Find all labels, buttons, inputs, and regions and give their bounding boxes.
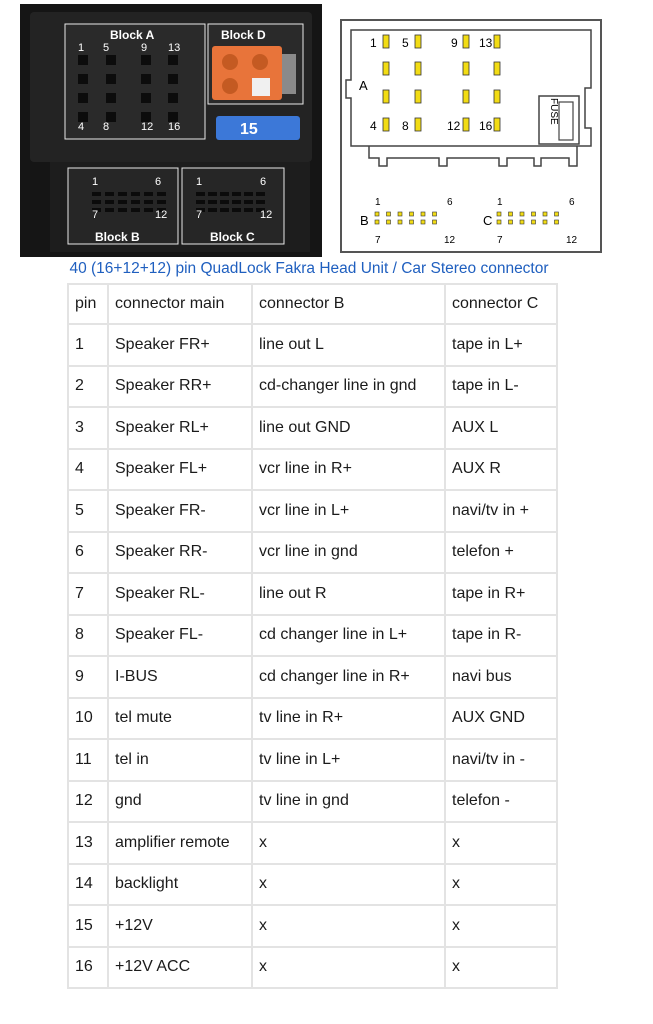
cell-connector-b: line out L <box>252 324 445 366</box>
schematic-bc-pin <box>421 212 425 216</box>
cell-connector-c: tape in L+ <box>445 324 557 366</box>
schematic-a-pin <box>383 62 389 75</box>
table-row <box>68 532 557 574</box>
schematic-fuse-label: FUSE <box>548 98 559 125</box>
photo-a-socket <box>168 55 178 65</box>
table-row <box>68 573 557 615</box>
schematic-bc-pin <box>433 212 437 216</box>
photo-bc-socket <box>244 200 253 204</box>
schematic-a-pin-1: 1 <box>370 36 377 50</box>
cell-connector-b: x <box>252 905 445 947</box>
photo-a-pin-16: 16 <box>168 121 181 133</box>
photo-a-socket <box>106 55 116 65</box>
cell-pin: 2 <box>68 366 108 408</box>
cell-connector-main: tel in <box>108 739 252 781</box>
cell-pin: 10 <box>68 698 108 740</box>
photo-a-socket <box>141 93 151 103</box>
photo-block-c-label: Block C <box>210 230 255 244</box>
schematic-bc-pin <box>387 212 391 216</box>
photo-a-pin-5: 5 <box>103 42 110 54</box>
cell-pin: 9 <box>68 656 108 698</box>
schematic-bc-pin <box>398 220 402 224</box>
photo-bc-socket <box>131 192 140 196</box>
photo-bc-socket <box>208 208 217 212</box>
photo-bc-socket <box>244 208 253 212</box>
table-row <box>68 324 557 366</box>
photo-bc-socket <box>131 208 140 212</box>
photo-fuse-label: 15 <box>240 121 258 138</box>
schematic-a-pin-8: 8 <box>402 119 409 133</box>
cell-connector-b: vcr line in R+ <box>252 449 445 491</box>
cell-pin: 14 <box>68 864 108 906</box>
table-row <box>68 656 557 698</box>
photo-bc-socket <box>232 208 241 212</box>
photo-a-socket <box>141 74 151 84</box>
schematic-bc-pin <box>410 212 414 216</box>
cell-connector-b: x <box>252 822 445 864</box>
photo-a-socket <box>106 74 116 84</box>
cell-connector-c: AUX L <box>445 407 557 449</box>
schematic-a-pin-13: 13 <box>479 36 493 50</box>
photo-power-connector <box>212 46 282 100</box>
cell-connector-b: vcr line in gnd <box>252 532 445 574</box>
photo-bc-socket <box>144 208 153 212</box>
photo-bc-socket <box>220 208 229 212</box>
header-connector-main: connector main <box>108 284 252 324</box>
cell-connector-c: navi bus <box>445 656 557 698</box>
cell-pin: 6 <box>68 532 108 574</box>
cell-connector-main: Speaker FL+ <box>108 449 252 491</box>
photo-a-pin-8: 8 <box>103 121 110 133</box>
photo-c-pin-12: 12 <box>260 209 273 221</box>
photo-b-pin-7: 7 <box>92 209 99 221</box>
header-connector-b: connector B <box>252 284 445 324</box>
cell-connector-b: tv line in L+ <box>252 739 445 781</box>
cell-connector-c: tape in R+ <box>445 573 557 615</box>
cell-connector-main: +12V <box>108 905 252 947</box>
schematic-a-pin <box>463 35 469 48</box>
table-row <box>68 449 557 491</box>
cell-pin: 3 <box>68 407 108 449</box>
cell-connector-c: x <box>445 905 557 947</box>
header-connector-c: connector C <box>445 284 557 324</box>
schematic-label-b: B <box>360 213 369 228</box>
schematic-b-pin-12: 12 <box>444 235 456 246</box>
table-row <box>68 739 557 781</box>
cell-connector-c: telefon - <box>445 781 557 823</box>
photo-block-b-label: Block B <box>95 230 140 244</box>
photo-a-pin-9: 9 <box>141 42 148 54</box>
photo-bc-socket <box>196 192 205 196</box>
schematic-c-pin-6: 6 <box>569 197 575 208</box>
schematic-bc-pin <box>497 220 501 224</box>
schematic-bc-pin <box>543 212 547 216</box>
table-row <box>68 864 557 906</box>
photo-fuse <box>216 116 300 140</box>
cell-connector-main: Speaker RL- <box>108 573 252 615</box>
table-row <box>68 947 557 989</box>
schematic-bc-pin <box>398 212 402 216</box>
photo-c-pin-1: 1 <box>196 176 203 188</box>
schematic-bc-pin <box>520 220 524 224</box>
cell-connector-c: AUX R <box>445 449 557 491</box>
table-row <box>68 781 557 823</box>
connector-schematic <box>339 18 603 254</box>
table-row <box>68 366 557 408</box>
photo-bc-socket <box>220 192 229 196</box>
photo-bc-socket <box>196 200 205 204</box>
photo-bc-socket <box>118 208 127 212</box>
photo-c-pin-7: 7 <box>196 209 203 221</box>
schematic-b-pin-7: 7 <box>375 235 381 246</box>
photo-bc-socket <box>157 200 166 204</box>
schematic-label-c: C <box>483 213 493 228</box>
schematic-bc-pin <box>555 220 559 224</box>
photo-bc-socket <box>105 208 114 212</box>
pinout-table <box>67 283 558 989</box>
schematic-a-pin <box>415 62 421 75</box>
cell-connector-c: telefon + <box>445 532 557 574</box>
schematic-a-pin-9: 9 <box>451 36 458 50</box>
photo-block-a-label: Block A <box>110 28 155 42</box>
schematic-c-pin-12: 12 <box>566 235 578 246</box>
photo-block-d-label: Block D <box>221 28 266 42</box>
cell-pin: 4 <box>68 449 108 491</box>
cell-pin: 11 <box>68 739 108 781</box>
cell-pin: 1 <box>68 324 108 366</box>
schematic-a-pin <box>383 35 389 48</box>
table-row <box>68 905 557 947</box>
photo-a-socket <box>78 55 88 65</box>
cell-pin: 7 <box>68 573 108 615</box>
connector-photo-drawing <box>20 4 322 257</box>
cell-connector-b: line out R <box>252 573 445 615</box>
schematic-label-a: A <box>359 78 368 93</box>
photo-a-socket <box>168 74 178 84</box>
schematic-bc-pin <box>509 212 513 216</box>
photo-bc-socket <box>232 200 241 204</box>
table-row <box>68 490 557 532</box>
connector-caption: 40 (16+12+12) pin QuadLock Fakra Head Unit / Car Stereo connector <box>69 260 549 277</box>
cell-connector-b: tv line in R+ <box>252 698 445 740</box>
schematic-a-pin <box>415 118 421 131</box>
schematic-a-pin-5: 5 <box>402 36 409 50</box>
cell-connector-b: cd changer line in R+ <box>252 656 445 698</box>
photo-bc-socket <box>131 200 140 204</box>
photo-bc-socket <box>118 192 127 196</box>
cell-connector-main: Speaker FR+ <box>108 324 252 366</box>
cell-pin: 15 <box>68 905 108 947</box>
cell-connector-b: cd changer line in L+ <box>252 615 445 657</box>
photo-a-socket <box>168 93 178 103</box>
photo-a-pin-1: 1 <box>78 42 85 54</box>
photo-power-latch <box>282 54 296 94</box>
photo-bc-socket <box>105 192 114 196</box>
schematic-a-pin-16: 16 <box>479 119 493 133</box>
cell-connector-main: Speaker RL+ <box>108 407 252 449</box>
schematic-a-pin <box>494 62 500 75</box>
photo-b-pin-1: 1 <box>92 176 99 188</box>
cell-connector-b: vcr line in L+ <box>252 490 445 532</box>
photo-bc-socket <box>144 192 153 196</box>
schematic-bc-pin <box>410 220 414 224</box>
schematic-a-pin <box>415 90 421 103</box>
cell-connector-main: Speaker RR- <box>108 532 252 574</box>
cell-connector-main: backlight <box>108 864 252 906</box>
schematic-a-pin <box>383 118 389 131</box>
schematic-a-pin-12: 12 <box>447 119 461 133</box>
schematic-bc-pin <box>555 212 559 216</box>
cell-connector-c: x <box>445 947 557 989</box>
cell-pin: 12 <box>68 781 108 823</box>
photo-power-terminal <box>222 54 238 70</box>
cell-pin: 8 <box>68 615 108 657</box>
photo-bc-socket <box>244 192 253 196</box>
schematic-a-pin <box>415 35 421 48</box>
cell-connector-main: amplifier remote <box>108 822 252 864</box>
cell-connector-main: Speaker FL- <box>108 615 252 657</box>
photo-bc-socket <box>208 192 217 196</box>
schematic-bc-pin <box>532 220 536 224</box>
cell-connector-c: navi/tv in + <box>445 490 557 532</box>
photo-bc-socket <box>208 200 217 204</box>
table-row <box>68 822 557 864</box>
schematic-bc-pin <box>375 212 379 216</box>
table-row <box>68 407 557 449</box>
schematic-a-pin <box>383 90 389 103</box>
cell-connector-b: line out GND <box>252 407 445 449</box>
cell-pin: 13 <box>68 822 108 864</box>
table-row <box>68 615 557 657</box>
photo-b-pin-6: 6 <box>155 176 162 188</box>
schematic-b-pin-6: 6 <box>447 197 453 208</box>
schematic-bc-pin <box>421 220 425 224</box>
schematic-bc-pin <box>497 212 501 216</box>
photo-bc-socket <box>232 192 241 196</box>
photo-a-socket <box>106 93 116 103</box>
connector-photo <box>20 4 322 257</box>
cell-connector-c: x <box>445 822 557 864</box>
schematic-b-pin-1: 1 <box>375 197 381 208</box>
schematic-bc-pin <box>520 212 524 216</box>
schematic-bc-pin <box>433 220 437 224</box>
photo-bc-socket <box>256 200 265 204</box>
cell-connector-c: x <box>445 864 557 906</box>
photo-bc-socket <box>220 200 229 204</box>
cell-connector-b: x <box>252 947 445 989</box>
cell-connector-c: tape in L- <box>445 366 557 408</box>
photo-bc-socket <box>157 192 166 196</box>
schematic-a-pin <box>463 62 469 75</box>
schematic-bc-pin <box>375 220 379 224</box>
cell-connector-main: gnd <box>108 781 252 823</box>
photo-bc-socket <box>92 192 101 196</box>
schematic-c-pin-1: 1 <box>497 197 503 208</box>
cell-connector-main: +12V ACC <box>108 947 252 989</box>
table-header-row <box>68 284 557 324</box>
cell-connector-c: tape in R- <box>445 615 557 657</box>
photo-a-pin-12: 12 <box>141 121 154 133</box>
cell-pin: 5 <box>68 490 108 532</box>
cell-connector-c: AUX GND <box>445 698 557 740</box>
cell-connector-b: cd-changer line in gnd <box>252 366 445 408</box>
schematic-a-pin <box>494 118 500 131</box>
cell-connector-main: I-BUS <box>108 656 252 698</box>
schematic-a-pin <box>463 118 469 131</box>
photo-bc-socket <box>105 200 114 204</box>
photo-power-terminal-contact <box>252 78 270 96</box>
photo-bc-socket <box>118 200 127 204</box>
table-row <box>68 698 557 740</box>
schematic-c-pin-7: 7 <box>497 235 503 246</box>
cell-connector-b: tv line in gnd <box>252 781 445 823</box>
schematic-bc-pin <box>543 220 547 224</box>
photo-a-socket <box>78 74 88 84</box>
schematic-a-pin <box>463 90 469 103</box>
schematic-a-pin-4: 4 <box>370 119 377 133</box>
schematic-bc-pin <box>532 212 536 216</box>
photo-a-pin-4: 4 <box>78 121 85 133</box>
cell-connector-main: Speaker RR+ <box>108 366 252 408</box>
cell-pin: 16 <box>68 947 108 989</box>
photo-bc-socket <box>144 200 153 204</box>
photo-a-pin-13: 13 <box>168 42 181 54</box>
schematic-a-pin <box>494 35 500 48</box>
cell-connector-main: Speaker FR- <box>108 490 252 532</box>
pinout-table-body <box>68 324 557 988</box>
schematic-a-pin <box>494 90 500 103</box>
cell-connector-main: tel mute <box>108 698 252 740</box>
photo-a-socket <box>78 93 88 103</box>
header-pin: pin <box>68 284 108 324</box>
photo-power-terminal <box>222 78 238 94</box>
schematic-bc-pin <box>509 220 513 224</box>
schematic-bc-pin <box>387 220 391 224</box>
photo-a-socket <box>141 55 151 65</box>
photo-bc-socket <box>92 200 101 204</box>
cell-connector-b: x <box>252 864 445 906</box>
schematic-outer-frame <box>341 20 601 252</box>
photo-c-pin-6: 6 <box>260 176 267 188</box>
photo-b-pin-12: 12 <box>155 209 168 221</box>
connector-schematic-drawing <box>339 18 603 254</box>
photo-bc-socket <box>256 192 265 196</box>
cell-connector-c: navi/tv in - <box>445 739 557 781</box>
photo-power-terminal <box>252 54 268 70</box>
